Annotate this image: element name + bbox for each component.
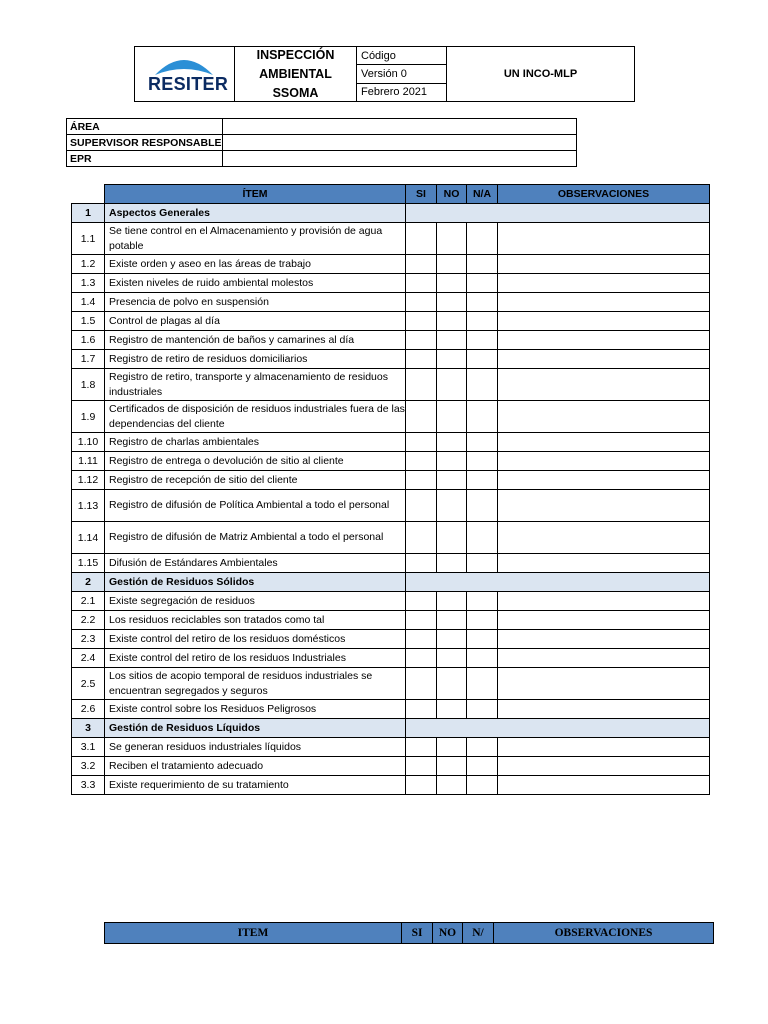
- item-text: Existe control sobre los Residuos Peligrosos: [105, 700, 406, 719]
- logo-text: RESITER: [148, 74, 229, 94]
- table-row: [72, 700, 710, 719]
- document-header: [134, 46, 635, 102]
- si-checkbox-cell[interactable]: [406, 490, 437, 522]
- na-checkbox-cell[interactable]: [467, 223, 498, 255]
- observaciones-field[interactable]: [498, 522, 710, 554]
- item-number: 1.1: [72, 223, 105, 255]
- si-checkbox-cell[interactable]: [406, 649, 437, 668]
- na-checkbox-cell[interactable]: [467, 738, 498, 757]
- table-row: [72, 471, 710, 490]
- observaciones-field[interactable]: [498, 630, 710, 649]
- item-number: 3.3: [72, 776, 105, 795]
- item-text: Reciben el tratamiento adecuado: [105, 757, 406, 776]
- no-checkbox-cell[interactable]: [437, 312, 467, 331]
- na-checkbox-cell[interactable]: [467, 369, 498, 401]
- epr-label: EPR: [67, 151, 223, 167]
- table-row: [72, 630, 710, 649]
- header2-observaciones: OBSERVACIONES: [494, 923, 714, 944]
- meta-date: Febrero 2021: [361, 86, 428, 99]
- observaciones-field[interactable]: [498, 490, 710, 522]
- item-text: Existen niveles de ruido ambiental molestos: [105, 274, 406, 293]
- no-checkbox-cell[interactable]: [437, 700, 467, 719]
- si-checkbox-cell[interactable]: [406, 611, 437, 630]
- no-checkbox-cell[interactable]: [437, 255, 467, 274]
- table-row: [72, 331, 710, 350]
- no-checkbox-cell[interactable]: [437, 554, 467, 573]
- second-table-header: [104, 922, 714, 944]
- observaciones-field[interactable]: [498, 274, 710, 293]
- table-row: [72, 776, 710, 795]
- section-fill: [406, 573, 710, 592]
- company-logo: [135, 47, 235, 101]
- no-checkbox-cell[interactable]: [437, 757, 467, 776]
- item-text: Existe requerimiento de su tratamiento: [105, 776, 406, 795]
- observaciones-field[interactable]: [498, 592, 710, 611]
- observaciones-field[interactable]: [498, 331, 710, 350]
- na-checkbox-cell[interactable]: [467, 433, 498, 452]
- item-number: 1.12: [72, 471, 105, 490]
- observaciones-field[interactable]: [498, 649, 710, 668]
- corner-cell: [72, 185, 105, 204]
- table-row: [72, 255, 710, 274]
- item-number: 1.3: [72, 274, 105, 293]
- header2-item: ITEM: [105, 923, 402, 944]
- observaciones-field[interactable]: [498, 401, 710, 433]
- na-checkbox-cell[interactable]: [467, 611, 498, 630]
- meta-code-label: Código: [357, 47, 446, 65]
- item-text: Registro de difusión de Política Ambiental a todo el personal: [105, 490, 406, 522]
- title-line-1: INSPECCIÓN AMBIENTAL: [256, 47, 335, 81]
- item-number: 1.11: [72, 452, 105, 471]
- observaciones-field[interactable]: [498, 293, 710, 312]
- table-row: [72, 433, 710, 452]
- si-checkbox-cell[interactable]: [406, 554, 437, 573]
- item-text: Registro de difusión de Matriz Ambiental a todo el personal: [105, 522, 406, 554]
- item-text: Los residuos reciclables son tratados como tal: [105, 611, 406, 630]
- title-line-2: SSOMA: [272, 85, 319, 100]
- table-row: [72, 274, 710, 293]
- table-row: [72, 223, 710, 255]
- si-checkbox-cell[interactable]: [406, 350, 437, 369]
- meta-version: Versión 0: [357, 65, 446, 83]
- item-number: 1.13: [72, 490, 105, 522]
- observaciones-field[interactable]: [498, 433, 710, 452]
- item-text: Presencia de polvo en suspensión: [105, 293, 406, 312]
- item-text: Registro de mantención de baños y camarines al día: [105, 331, 406, 350]
- no-checkbox-cell[interactable]: [437, 433, 467, 452]
- item-number: 1.6: [72, 331, 105, 350]
- item-text: Existe segregación de residuos: [105, 592, 406, 611]
- si-checkbox-cell[interactable]: [406, 471, 437, 490]
- na-checkbox-cell[interactable]: [467, 471, 498, 490]
- section-row: [72, 719, 710, 738]
- no-checkbox-cell[interactable]: [437, 369, 467, 401]
- table-row: [72, 369, 710, 401]
- na-checkbox-cell[interactable]: [467, 293, 498, 312]
- si-checkbox-cell[interactable]: [406, 700, 437, 719]
- item-number: 2.6: [72, 700, 105, 719]
- table-row: [72, 592, 710, 611]
- si-checkbox-cell[interactable]: [406, 293, 437, 312]
- si-checkbox-cell[interactable]: [406, 776, 437, 795]
- header-item: ÍTEM: [105, 185, 406, 204]
- item-number: 2.3: [72, 630, 105, 649]
- na-checkbox-cell[interactable]: [467, 312, 498, 331]
- table-row: [72, 293, 710, 312]
- item-number: 1.5: [72, 312, 105, 331]
- si-checkbox-cell[interactable]: [406, 312, 437, 331]
- table-row: [72, 738, 710, 757]
- section-number: 1: [72, 204, 105, 223]
- observaciones-field[interactable]: [498, 700, 710, 719]
- item-text: Registro de retiro de residuos domiciliarios: [105, 350, 406, 369]
- table-row: [72, 350, 710, 369]
- observaciones-field[interactable]: [498, 554, 710, 573]
- section-number: 3: [72, 719, 105, 738]
- na-checkbox-cell[interactable]: [467, 522, 498, 554]
- no-checkbox-cell[interactable]: [437, 630, 467, 649]
- no-checkbox-cell[interactable]: [437, 401, 467, 433]
- na-checkbox-cell[interactable]: [467, 274, 498, 293]
- no-checkbox-cell[interactable]: [437, 649, 467, 668]
- item-text: Los sitios de acopio temporal de residuos industriales se encuentran segregados y seguros: [105, 668, 406, 700]
- si-checkbox-cell[interactable]: [406, 255, 437, 274]
- item-text: Existe orden y aseo en las áreas de trabajo: [105, 255, 406, 274]
- section-row: [72, 204, 710, 223]
- info-table: [66, 118, 577, 167]
- no-checkbox-cell[interactable]: [437, 471, 467, 490]
- inspection-table: [71, 184, 710, 795]
- area-field[interactable]: [223, 119, 577, 135]
- table-row: [72, 611, 710, 630]
- no-checkbox-cell[interactable]: [437, 738, 467, 757]
- si-checkbox-cell[interactable]: [406, 223, 437, 255]
- si-checkbox-cell[interactable]: [406, 630, 437, 649]
- no-checkbox-cell[interactable]: [437, 350, 467, 369]
- item-number: 1.8: [72, 369, 105, 401]
- item-text: Se generan residuos industriales líquidos: [105, 738, 406, 757]
- observaciones-field[interactable]: [498, 471, 710, 490]
- document-meta: [357, 47, 447, 101]
- na-checkbox-cell[interactable]: [467, 331, 498, 350]
- item-text: Se tiene control en el Almacenamiento y provisión de agua potable: [105, 223, 406, 255]
- item-number: 1.7: [72, 350, 105, 369]
- no-checkbox-cell[interactable]: [437, 522, 467, 554]
- item-text: Existe control del retiro de los residuos domésticos: [105, 630, 406, 649]
- observaciones-field[interactable]: [498, 369, 710, 401]
- observaciones-field[interactable]: [498, 668, 710, 700]
- section-fill: [406, 204, 710, 223]
- si-checkbox-cell[interactable]: [406, 331, 437, 350]
- area-label: ÁREA: [67, 119, 223, 135]
- no-checkbox-cell[interactable]: [437, 274, 467, 293]
- section-title: Aspectos Generales: [105, 204, 406, 223]
- si-checkbox-cell[interactable]: [406, 522, 437, 554]
- item-number: 2.1: [72, 592, 105, 611]
- document-title: [235, 47, 357, 101]
- na-checkbox-cell[interactable]: [467, 554, 498, 573]
- si-checkbox-cell[interactable]: [406, 668, 437, 700]
- section-fill: [406, 719, 710, 738]
- item-number: 1.4: [72, 293, 105, 312]
- table-row: [72, 452, 710, 471]
- item-number: 1.9: [72, 401, 105, 433]
- si-checkbox-cell[interactable]: [406, 738, 437, 757]
- si-checkbox-cell[interactable]: [406, 401, 437, 433]
- header-observaciones: OBSERVACIONES: [498, 185, 710, 204]
- item-number: 1.10: [72, 433, 105, 452]
- header2-si: SI: [402, 923, 433, 944]
- observaciones-field[interactable]: [498, 776, 710, 795]
- item-text: Registro de recepción de sitio del cliente: [105, 471, 406, 490]
- item-number: 2.2: [72, 611, 105, 630]
- no-checkbox-cell[interactable]: [437, 668, 467, 700]
- observaciones-field[interactable]: [498, 611, 710, 630]
- no-checkbox-cell[interactable]: [437, 776, 467, 795]
- header-na: N/A: [467, 185, 498, 204]
- na-checkbox-cell[interactable]: [467, 630, 498, 649]
- na-checkbox-cell[interactable]: [467, 668, 498, 700]
- na-checkbox-cell[interactable]: [467, 350, 498, 369]
- observaciones-field[interactable]: [498, 350, 710, 369]
- na-checkbox-cell[interactable]: [467, 401, 498, 433]
- na-checkbox-cell[interactable]: [467, 757, 498, 776]
- supervisor-field[interactable]: [223, 135, 577, 151]
- table-row: [72, 668, 710, 700]
- header-no: NO: [437, 185, 467, 204]
- supervisor-label: SUPERVISOR RESPONSABLE: [67, 135, 223, 151]
- si-checkbox-cell[interactable]: [406, 757, 437, 776]
- table-row: [72, 649, 710, 668]
- item-number: 1.2: [72, 255, 105, 274]
- na-checkbox-cell[interactable]: [467, 776, 498, 795]
- table-row: [72, 757, 710, 776]
- section-number: 2: [72, 573, 105, 592]
- no-checkbox-cell[interactable]: [437, 592, 467, 611]
- item-number: 2.4: [72, 649, 105, 668]
- table-row: [72, 312, 710, 331]
- item-number: 2.5: [72, 668, 105, 700]
- si-checkbox-cell[interactable]: [406, 433, 437, 452]
- item-text: Existe control del retiro de los residuos Industriales: [105, 649, 406, 668]
- na-checkbox-cell[interactable]: [467, 700, 498, 719]
- item-text: Difusión de Estándares Ambientales: [105, 554, 406, 573]
- observaciones-field[interactable]: [498, 255, 710, 274]
- item-text: Registro de charlas ambientales: [105, 433, 406, 452]
- observaciones-field[interactable]: [498, 452, 710, 471]
- table-row: [72, 401, 710, 433]
- na-checkbox-cell[interactable]: [467, 255, 498, 274]
- epr-field[interactable]: [223, 151, 577, 167]
- si-checkbox-cell[interactable]: [406, 369, 437, 401]
- no-checkbox-cell[interactable]: [437, 331, 467, 350]
- observaciones-field[interactable]: [498, 223, 710, 255]
- no-checkbox-cell[interactable]: [437, 223, 467, 255]
- header2-na: N/: [463, 923, 494, 944]
- item-number: 1.15: [72, 554, 105, 573]
- item-text: Registro de retiro, transporte y almacenamiento de residuos industriales: [105, 369, 406, 401]
- na-checkbox-cell[interactable]: [467, 490, 498, 522]
- no-checkbox-cell[interactable]: [437, 293, 467, 312]
- observaciones-field[interactable]: [498, 312, 710, 331]
- no-checkbox-cell[interactable]: [437, 452, 467, 471]
- document-code: UN INCO-MLP: [503, 68, 578, 80]
- item-text: Certificados de disposición de residuos industriales fuera de las dependencias del cliente: [105, 401, 406, 433]
- observaciones-field[interactable]: [498, 738, 710, 757]
- item-number: 1.14: [72, 522, 105, 554]
- header2-no: NO: [433, 923, 463, 944]
- table-row: [72, 490, 710, 522]
- section-title: Gestión de Residuos Líquidos: [105, 719, 406, 738]
- header-si: SI: [406, 185, 437, 204]
- section-title: Gestión de Residuos Sólidos: [105, 573, 406, 592]
- item-text: Control de plagas al día: [105, 312, 406, 331]
- si-checkbox-cell[interactable]: [406, 592, 437, 611]
- item-text: Registro de entrega o devolución de sitio al cliente: [105, 452, 406, 471]
- no-checkbox-cell[interactable]: [437, 490, 467, 522]
- section-row: [72, 573, 710, 592]
- no-checkbox-cell[interactable]: [437, 611, 467, 630]
- si-checkbox-cell[interactable]: [406, 452, 437, 471]
- item-number: 3.2: [72, 757, 105, 776]
- si-checkbox-cell[interactable]: [406, 274, 437, 293]
- table-row: [72, 522, 710, 554]
- item-number: 3.1: [72, 738, 105, 757]
- na-checkbox-cell[interactable]: [467, 592, 498, 611]
- table-row: [72, 554, 710, 573]
- observaciones-field[interactable]: [498, 757, 710, 776]
- na-checkbox-cell[interactable]: [467, 452, 498, 471]
- na-checkbox-cell[interactable]: [467, 649, 498, 668]
